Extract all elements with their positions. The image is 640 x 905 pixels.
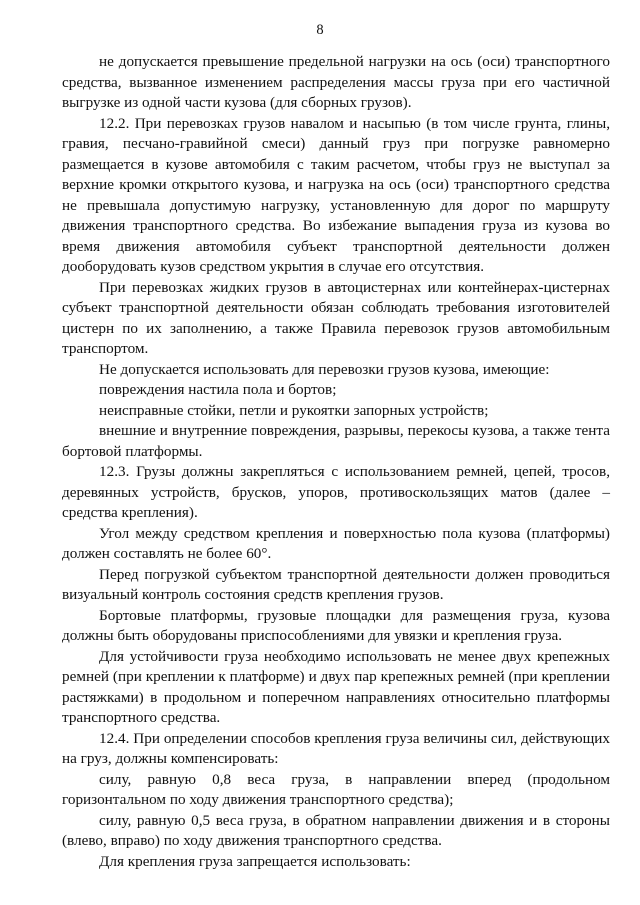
paragraph-12-3-securing-means: 12.3. Грузы должны закрепляться с использованием ремней, цепей, тросов, деревянных устройств, брусков, упоров, противоскользящих матов (далее – средства крепления). — [62, 463, 610, 521]
paragraph-12-2-bulk-cargo: 12.2. При перевозках грузов навалом и насыпью (в том числе грунта, глины, гравия, песчано-гравийной смеси) данный груз при погрузке равномерно размещается в кузове автомобиля с таким расчетом, чтобы груз не выступал за верхние кромки открытого кузова, и нагрузка на ось (оси) транспортного средства не превышала допустимую нагрузку, установленную для дорог по маршруту движения транспортного средства. Во избежание выпадения груза из кузова во время движения автомобиля субъект транспортной деятельности должен дооборудовать кузов средством укрытия в случае его отсутствия. — [62, 114, 610, 275]
paragraph-axle-load-continuation: не допускается превышение предельной нагрузки на ось (оси) транспортного средства, вызванное изменением распределения массы груза при его частичной выгрузке из одной части кузова (для сборных грузов). — [62, 53, 610, 111]
page-number: 8 — [316, 22, 324, 38]
list-item-backward-side-force: силу, равную 0,5 веса груза, в обратном направлении движения и в стороны (влево, вправо) по ходу движения транспортного средства. — [62, 811, 610, 849]
paragraph-prohibited-bodies-intro: Не допускается использовать для перевозки грузов кузова, имеющие: — [99, 360, 550, 378]
paragraph-strap-requirements: Для устойчивости груза необходимо использовать не менее двух крепежных ремней (при креплении к платформе) и двух пар крепежных ремней (при креплении растяжками) в продольном и поперечном направлениях относительно платформы транспортного средства. — [62, 647, 610, 726]
list-item-faulty-stands: неисправные стойки, петли и рукоятки запорных устройств; — [99, 401, 489, 419]
list-item-floor-damage: повреждения настила пола и бортов; — [99, 381, 337, 398]
paragraph-securing-angle: Угол между средством крепления и поверхностью пола кузова (платформы) должен составлять не более 60°. — [62, 524, 610, 562]
list-item-forward-force: силу, равную 0,8 веса груза, в направлении вперед (продольном горизонтальном по ходу движения транспортного средства); — [62, 770, 610, 808]
paragraph-prohibited-securing-intro: Для крепления груза запрещается использовать: — [99, 852, 411, 870]
list-item-body-damage: внешние и внутренние повреждения, разрывы, перекосы кузова, а также тента бортовой платформы. — [62, 422, 610, 460]
paragraph-12-4-forces: 12.4. При определении способов крепления груза величины сил, действующих на груз, должны компенсировать: — [62, 729, 610, 767]
paragraph-liquid-cargo: При перевозках жидких грузов в автоцистернах или контейнерах-цистернах субъект транспортной деятельности обязан соблюдать требования изготовителей цистерн по их заполнению, а также Правила перевозок грузов автомобильным транспортом. — [62, 278, 610, 357]
page-body — [62, 52, 610, 872]
paragraph-visual-inspection: Перед погрузкой субъектом транспортной деятельности должен проводиться визуальный контроль состояния средств крепления грузов. — [62, 565, 610, 603]
paragraph-platform-equipment: Бортовые платформы, грузовые площадки для размещения груза, кузова должны быть оборудованы приспособлениями для увязки и крепления груза. — [62, 606, 610, 644]
